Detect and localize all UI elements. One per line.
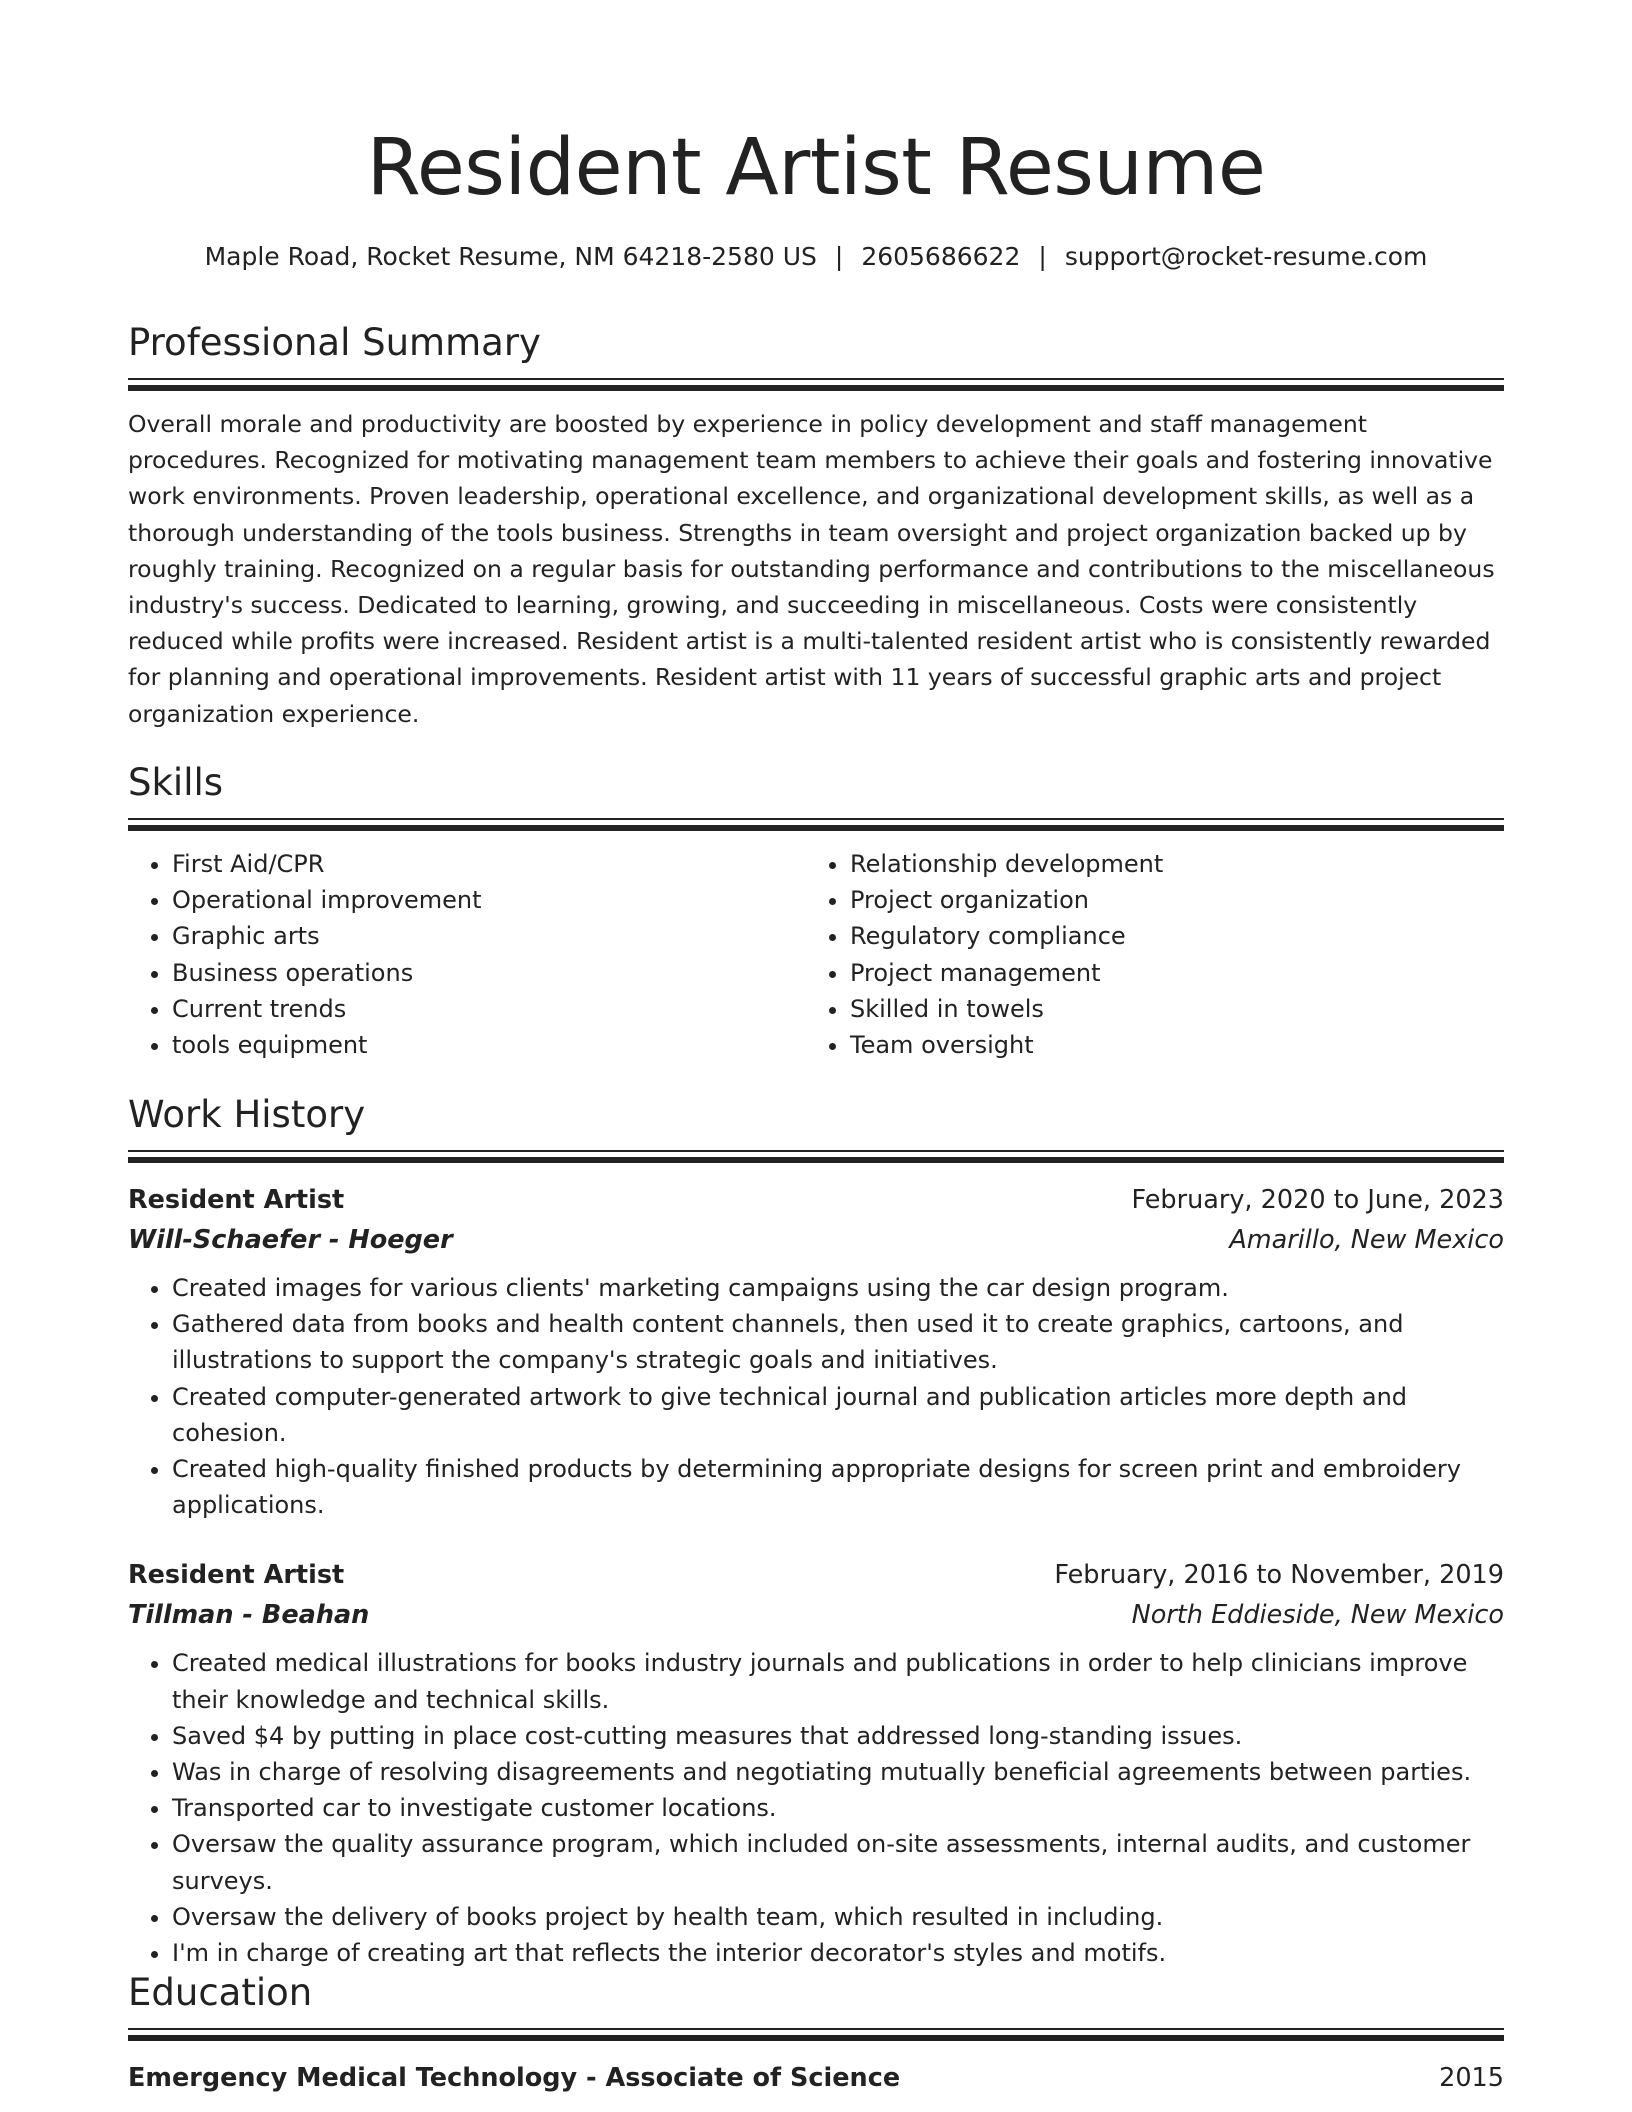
skill-item: • Team oversight <box>850 1027 1484 1063</box>
skill-item: • Project management <box>850 955 1484 991</box>
job-dates: February, 2020 to June, 2023 <box>1131 1185 1504 1215</box>
job-bullet: • Oversaw the delivery of books project by health team, which resulted in including. <box>172 1899 1504 1935</box>
summary-text: Overall morale and productivity are boosted by experience in policy development and staff management procedures. Recognized for motivating management team members to achieve their goals and fostering innovative work environments. Proven leadership, operational excellence, and organizational development skills, as well as a thorough understanding of the tools business. Strengths in team oversight and project organization backed up by roughly training. Recognized on a regular basis for outstanding performance and contributions to the miscellaneous industry's success. Dedicated to learning, growing, and succeeding in miscellaneous. Costs were consistently reduced while profits were increased. Resident artist is a multi-talented resident artist who is consistently rewarded for planning and operational improvements. Resident artist with 11 years of successful graphic arts and project organization experience. <box>128 410 1495 728</box>
skill-item: • First Aid/CPR <box>172 846 806 882</box>
resume-title: Resident Artist Resume <box>366 123 1266 213</box>
job-company: Will-Schaefer - Hoeger <box>128 1225 453 1255</box>
contact-separator: | <box>1038 242 1047 271</box>
skills-columns <box>128 846 1504 1063</box>
education-year: 2015 <box>1439 2063 1504 2093</box>
skill-item: • Project organization <box>850 882 1484 918</box>
work-history-heading: Work History <box>128 1093 366 1136</box>
summary-section <box>128 318 1504 732</box>
education-degree: Emergency Medical Technology - Associate of Science <box>128 2063 901 2093</box>
skill-item: • Relationship development <box>850 846 1484 882</box>
job-bullet: • Transported car to investigate customer locations. <box>172 1790 1504 1826</box>
job-bullets <box>128 1645 1504 1971</box>
contact-separator: | <box>834 242 844 271</box>
resume-page <box>128 0 1504 2093</box>
job-bullet: • Created medical illustrations for books industry journals and publications in order to help clinicians improve their knowledge and technical skills. <box>172 1645 1504 1717</box>
education-entry <box>128 2058 1504 2098</box>
job-title: Resident Artist <box>128 1185 345 1215</box>
job-subheader-row <box>128 1220 1504 1260</box>
job-bullet: • Created high-quality finished products by determining appropriate designs for screen print and embroidery applications. <box>172 1451 1504 1523</box>
skill-item: • Skilled in towels <box>850 991 1484 1027</box>
skill-item: • Graphic arts <box>172 918 806 954</box>
job-title: Resident Artist <box>128 1560 345 1591</box>
education-section <box>128 1968 1504 2098</box>
job-entry <box>128 1180 1504 1523</box>
skills-section <box>128 758 1504 1063</box>
section-divider <box>128 1150 1504 1164</box>
job-header-row <box>128 1555 1504 1595</box>
job-dates: February, 2016 to November, 2019 <box>1054 1560 1504 1591</box>
skills-list-left <box>128 846 806 1063</box>
job-company: Tillman - Beahan <box>128 1600 370 1631</box>
job-header-row <box>128 1180 1504 1220</box>
skills-list-right <box>806 846 1484 1063</box>
job-bullets <box>128 1270 1504 1523</box>
skills-heading: Skills <box>128 761 224 804</box>
contact-address: Maple Road, Rocket Resume, NM 64218-2580 US <box>204 242 817 271</box>
work-history-section <box>128 1090 1504 1971</box>
job-bullet: • Created images for various clients' marketing campaigns using the car design program. <box>172 1270 1504 1306</box>
job-bullet: • I'm in charge of creating art that reflects the interior decorator's styles and motifs. <box>172 1935 1504 1971</box>
education-heading: Education <box>128 1971 313 2014</box>
skill-item: • Regulatory compliance <box>850 918 1484 954</box>
job-bullet: • Created computer-generated artwork to give technical journal and publication articles more depth and cohesion. <box>172 1379 1504 1451</box>
section-divider <box>128 2028 1504 2042</box>
job-bullet: • Gathered data from books and health content channels, then used it to create graphics, cartoons, and illustrations to support the company's strategic goals and initiatives. <box>172 1306 1504 1378</box>
job-subheader-row <box>128 1595 1504 1635</box>
contact-email: support@rocket-resume.com <box>1064 242 1428 271</box>
skill-item: • Current trends <box>172 991 806 1027</box>
job-bullet: • Oversaw the quality assurance program, which included on-site assessments, internal audits, and customer surveys. <box>172 1826 1504 1898</box>
contact-line <box>128 240 1504 274</box>
skill-item: • tools equipment <box>172 1027 806 1063</box>
summary-heading: Professional Summary <box>128 321 541 364</box>
skill-item: • Operational improvement <box>172 882 806 918</box>
job-bullet: • Was in charge of resolving disagreements and negotiating mutually beneficial agreements between parties. <box>172 1754 1504 1790</box>
job-location: Amarillo, New Mexico <box>1229 1225 1504 1255</box>
section-divider <box>128 818 1504 832</box>
job-entry <box>128 1555 1504 1971</box>
job-location: North Eddieside, New Mexico <box>1131 1600 1504 1631</box>
job-bullet: • Saved $4 by putting in place cost-cutting measures that addressed long-standing issues. <box>172 1718 1504 1754</box>
skill-item: • Business operations <box>172 955 806 991</box>
section-divider <box>128 378 1504 392</box>
contact-phone: 2605686622 <box>861 242 1021 271</box>
